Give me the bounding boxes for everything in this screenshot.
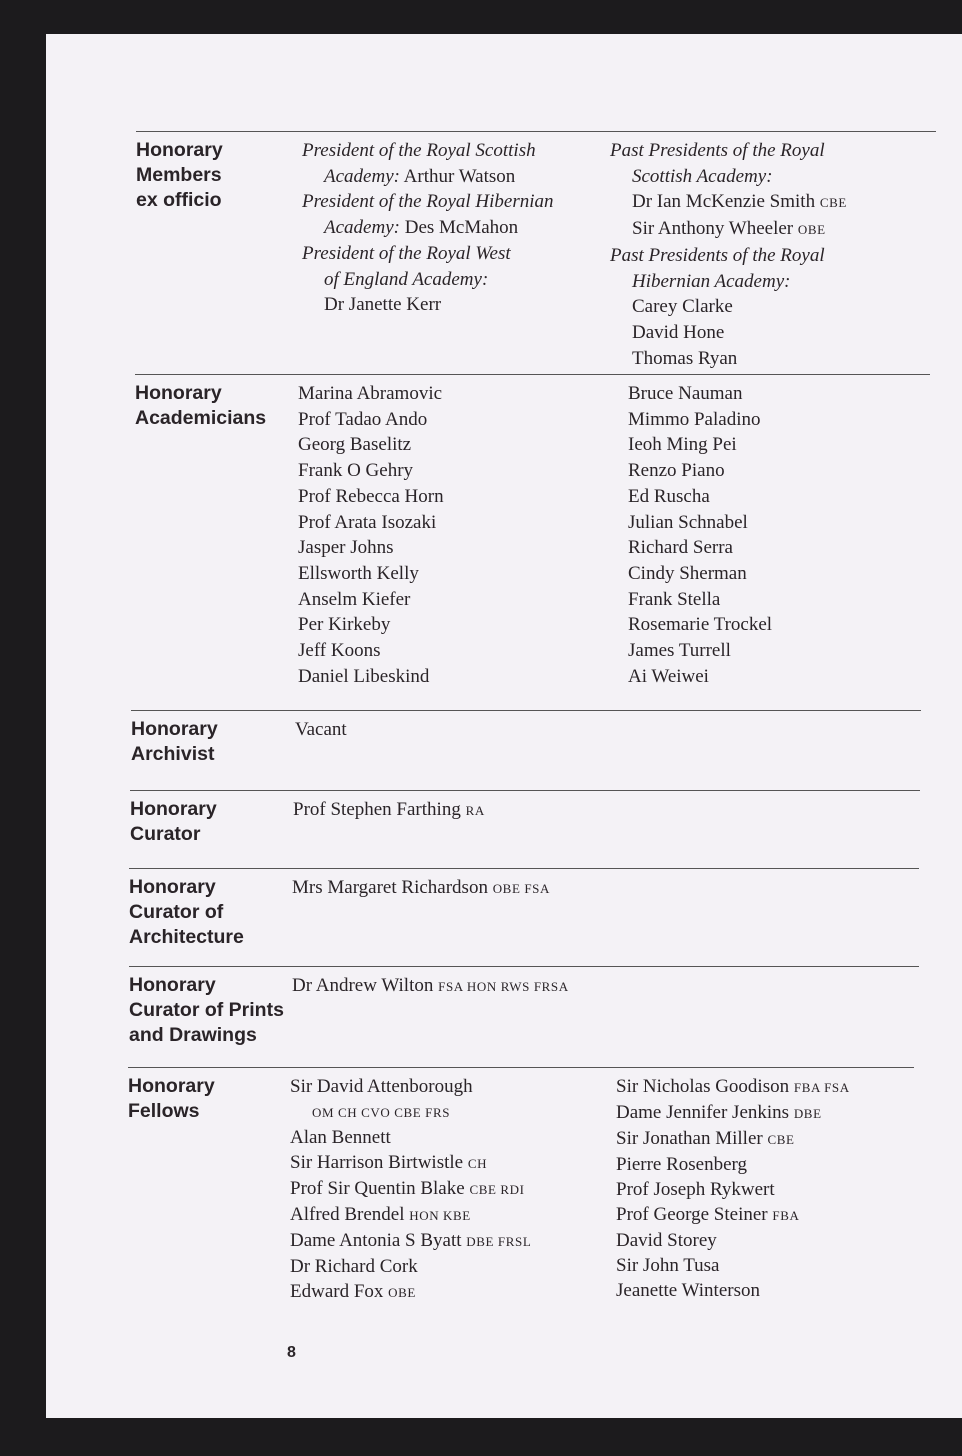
name-line: Sir David Attenborough [290,1076,473,1097]
name-line: Academy: Des McMahon [324,217,519,239]
name-line: Dr Andrew Wilton FSA HON RWS FRSA [292,975,569,996]
name-line: Ai Weiwei [628,665,709,687]
name-line: Marina Abramovic [298,383,443,404]
name-line: Mimmo Paladino [628,408,761,430]
value-column [293,797,485,824]
name-line: Prof Sir Quentin Blake CBE RDI [290,1178,525,1199]
title-line: President of the Royal West [302,242,511,264]
section-label: Honorary Members ex officio [136,139,223,211]
title-line: Past Presidents of the Royal [610,244,825,266]
section-architecture [129,868,919,964]
name-line: Ellsworth Kelly [298,562,419,584]
value-column [292,973,569,1000]
name-line: Edward Fox OBE [290,1281,416,1302]
name-line: Anselm Kiefer [298,588,411,610]
name-line: Frank Stella [628,588,721,610]
left-column [298,381,444,689]
right-column [616,1074,850,1303]
name-line: Daniel Libeskind [298,665,430,687]
name-line: Thomas Ryan [632,347,738,369]
section-curator [130,790,920,863]
name-line: Jeff Koons [298,640,381,662]
title-line: President of the Royal Scottish [302,140,536,161]
section-label: Honorary Curator [130,798,217,845]
document-page [46,34,962,1418]
name-line: Sir Jonathan Miller CBE [616,1128,795,1149]
name-line: Academy: Arthur Watson [324,165,516,187]
section-ex-officio [136,131,936,372]
section-prints [129,966,919,1062]
name-line: Dame Antonia S Byatt DBE FRSL [290,1230,532,1251]
name-line: Vacant [295,719,347,740]
section-label: Honorary Academicians [135,382,267,429]
name-line: Prof Tadao Ando [298,408,428,430]
name-line: Renzo Piano [628,460,725,482]
page-number: 8 [287,1344,296,1361]
name-line: Carey Clarke [632,296,733,318]
name-line: Sir Nicholas Goodison FBA FSA [616,1076,850,1097]
title-line: Hibernian Academy: [632,270,791,292]
name-line: Frank O Gehry [298,460,414,482]
section-academicians [135,374,930,705]
title-line: Scottish Academy: [632,165,773,187]
name-line: Sir John Tusa [616,1255,720,1276]
name-line: Ed Ruscha [628,485,710,507]
name-line: Pierre Rosenberg [616,1154,748,1175]
section-archivist [131,710,921,783]
right-column [628,381,772,689]
name-line: James Turrell [628,640,731,662]
name-line: Alan Bennett [290,1127,391,1148]
name-line: Prof Arata Isozaki [298,511,437,533]
name-line: Julian Schnabel [628,511,748,533]
name-line: Richard Serra [628,537,733,559]
name-line: Prof Rebecca Horn [298,485,444,507]
section-label: Honorary Archivist [131,718,218,765]
name-line: Per Kirkeby [298,614,391,636]
section-label: Honorary Fellows [128,1075,215,1122]
name-line: Dr Richard Cork [290,1256,418,1277]
name-line: Mrs Margaret Richardson OBE FSA [292,877,550,898]
name-line: David Storey [616,1230,717,1251]
name-line: Jeanette Winterson [616,1280,760,1301]
name-line: David Hone [632,321,725,343]
title-line: Past Presidents of the Royal [610,140,825,161]
name-line: Dr Ian McKenzie Smith CBE [632,191,847,213]
left-column [290,1074,531,1305]
name-line: Prof Joseph Rykwert [616,1179,775,1200]
left-column [302,138,554,318]
name-line: OM CH CVO CBE FRS [312,1105,451,1120]
title-line: President of the Royal Hibernian [302,191,554,213]
section-label: Honorary Curator of Architecture [129,876,244,948]
name-line: Dame Jennifer Jenkins DBE [616,1102,822,1123]
value-column [292,875,550,902]
name-line: Sir Anthony Wheeler OBE [632,218,826,240]
name-line: Alfred Brendel HON KBE [290,1204,471,1225]
name-line: Jasper Johns [298,537,394,559]
section-label: Honorary Curator of Prints and Drawings [129,974,284,1046]
section-fellows [128,1067,914,1308]
name-line: Prof George Steiner FBA [616,1204,800,1225]
name-line: Dr Janette Kerr [324,294,442,316]
name-line: Bruce Nauman [628,383,743,404]
name-line: Georg Baselitz [298,434,412,456]
right-column [610,138,847,371]
name-line: Sir Harrison Birtwistle CH [290,1152,488,1173]
name-line: Cindy Sherman [628,562,747,584]
name-line: Rosemarie Trockel [628,614,773,636]
value-column [295,717,347,743]
name-line: Ieoh Ming Pei [628,434,737,456]
name-line: Prof Stephen Farthing RA [293,799,485,820]
title-line: of England Academy: [324,268,489,290]
